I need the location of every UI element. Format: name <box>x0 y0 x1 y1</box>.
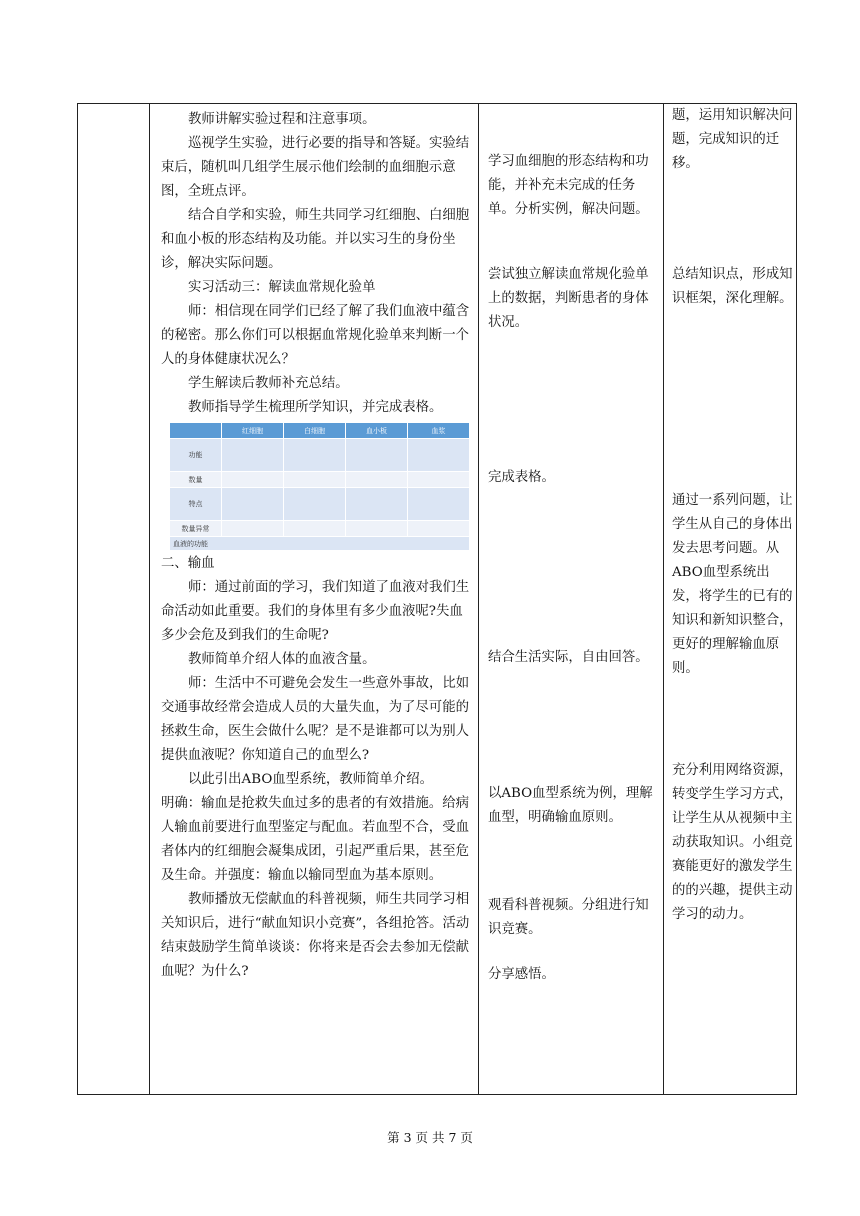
page-number: 第 3 页 共 7 页 <box>387 1130 473 1145</box>
teacher-paragraph: 教师讲解实验过程和注意事项。 <box>188 112 376 127</box>
teacher-paragraph: 教师指导学生梳理所学知识，并完成表格。 <box>188 400 443 415</box>
column-divider <box>663 104 664 1094</box>
summary-table-row <box>170 472 470 488</box>
student-activity: 观看科普视频。分组进行知识竞赛。 <box>488 898 649 937</box>
student-activity: 学习血细胞的形态结构和功能，并补充未完成的任务单。分析实例，解决问题。 <box>488 154 649 217</box>
summary-table-row <box>170 521 470 537</box>
row-label: 数量异常 <box>170 521 222 537</box>
teacher-activities-column <box>151 104 477 1094</box>
teacher-paragraph: 巡视学生实验，进行必要的指导和答疑。实验结束后，随机叫几组学生展示他们绘制的血细胞示意图，全班点评。 <box>161 136 470 199</box>
design-intent-column <box>665 104 796 1094</box>
teacher-paragraph: 师：相信现在同学们已经了解了我们血液中蕴含的秘密。那么你们可以根据血常规化验单来判断一个人的身体健康状况么？ <box>161 304 470 367</box>
student-activities-column <box>480 104 662 1094</box>
section-heading: 二、输血 <box>161 556 215 571</box>
summary-table-row <box>170 488 470 521</box>
teacher-paragraph: 学生解读后教师补充总结。 <box>188 376 349 391</box>
column-divider <box>149 104 150 1094</box>
row-label: 特点 <box>170 488 222 521</box>
header-cell <box>170 423 222 439</box>
teacher-paragraph: 教师简单介绍人体的血液含量。 <box>188 652 376 667</box>
design-intent: 题，运用知识解决问题，完成知识的迁移。 <box>672 108 793 171</box>
summary-table-header <box>170 423 470 439</box>
design-intent: 总结知识点，形成知识框架，深化理解。 <box>672 267 793 306</box>
column-divider <box>478 104 479 1094</box>
summary-table-row <box>170 439 470 472</box>
teacher-paragraph: 师：通过前面的学习，我们知道了血液对我们生命活动如此重要。我们的身体里有多少血液呢?失血多少会危及到我们的生命呢? <box>161 580 470 643</box>
teacher-paragraph: 以此引出ABO血型系统，教师简单介绍。 <box>188 772 433 787</box>
teacher-paragraph: 师：生活中不可避免会发生一些意外事故，比如交通事故经常会造成人员的大量失血，为了尽可能的拯救生命，医生会做什么呢？是不是谁都可以为别人提供血液呢？你知道自己的血型么? <box>161 676 470 763</box>
activity-heading: 实习活动三：解读血常规化验单 <box>188 280 376 295</box>
row-label: 数量 <box>170 472 222 488</box>
teacher-paragraph: 教师播放无偿献血的科普视频，师生共同学习相关知识后，进行“献血知识小竞赛”，各组抢答。活动结束鼓励学生简单谈谈：你将来是否会去参加无偿献血呢？为什么? <box>161 892 470 979</box>
lesson-plan-table <box>77 103 797 1095</box>
student-activity: 尝试独立解读血常规化验单上的数据，判断患者的身体状况。 <box>488 267 649 330</box>
teacher-paragraph: 结合自学和实验，师生共同学习红细胞、白细胞和血小板的形态结构及功能。并以实习生的身份坐诊，解决实际问题。 <box>161 208 470 271</box>
header-cell: 血小板 <box>346 423 408 439</box>
student-activity: 以ABO血型系统为例，理解血型，明确输血原则。 <box>488 786 653 825</box>
row-label: 功能 <box>170 439 222 472</box>
header-cell: 红细胞 <box>222 423 284 439</box>
summary-table-row <box>170 537 470 551</box>
row-label: 血液的功能 <box>170 537 470 551</box>
design-intent: 充分利用网络资源，转变学生学习方式，让学生从从视频中主动获取知识。小组竞赛能更好的激发学生的的兴趣，提供主动学习的动力。 <box>672 763 793 922</box>
header-cell: 白细胞 <box>284 423 346 439</box>
student-activity: 分享感悟。 <box>488 967 555 982</box>
blood-summary-table <box>169 422 470 551</box>
teacher-paragraph: 明确：输血是抢救失血过多的患者的有效措施。给病人输血前要进行血型鉴定与配血。若血型不合，受血者体内的红细胞会凝集成团，引起严重后果，甚至危及生命。并强度：输血以输同型血为基本原则。 <box>161 796 469 883</box>
student-activity: 结合生活实际，自由回答。 <box>488 650 649 665</box>
header-cell: 血浆 <box>408 423 470 439</box>
student-activity: 完成表格。 <box>488 470 555 485</box>
design-intent: 通过一系列问题，让学生从自己的身体出发去思考问题。从ABO血型系统出发，将学生的已有的知识和新知识整合，更好的理解输血原则。 <box>672 493 793 676</box>
